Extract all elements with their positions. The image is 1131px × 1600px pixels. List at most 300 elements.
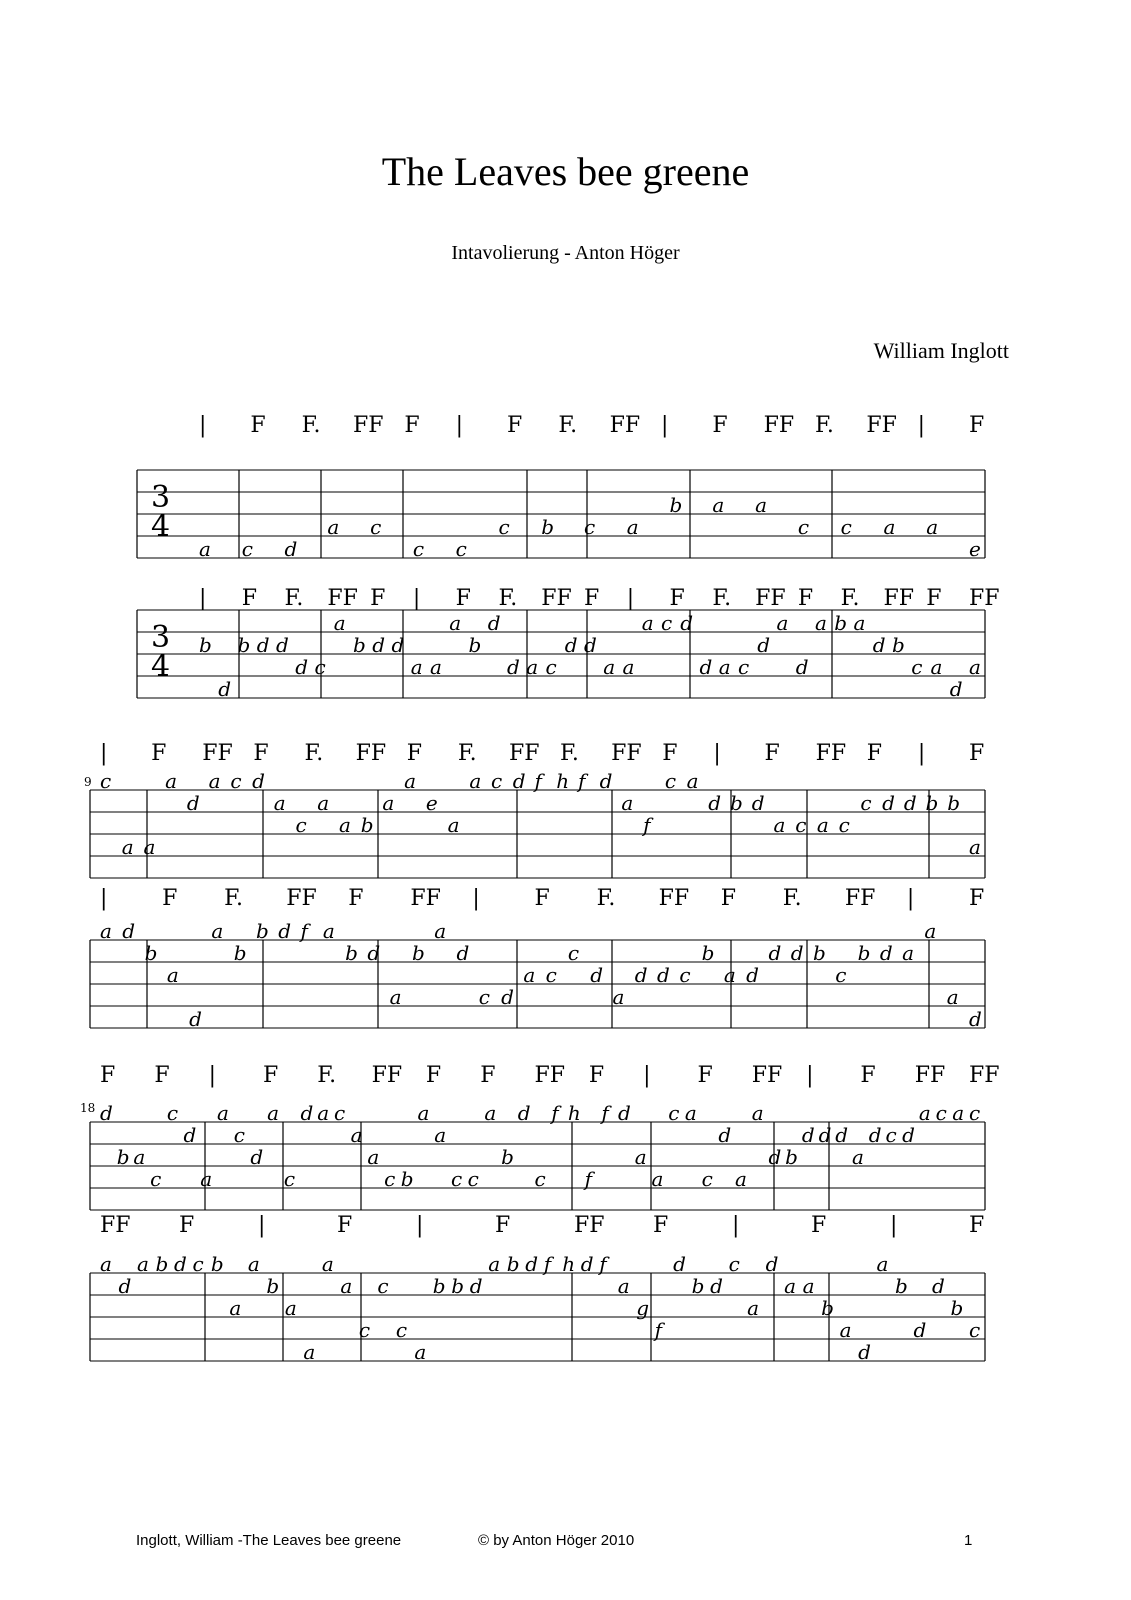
- tab-letter: a: [317, 1101, 330, 1125]
- tab-letter: a: [449, 611, 462, 635]
- tab-letter: d: [868, 1123, 882, 1147]
- rhythm-flag: F: [969, 1213, 985, 1238]
- tab-letter: b: [950, 1296, 964, 1320]
- tab-letter: a: [815, 611, 827, 635]
- tab-letter: c: [467, 1167, 479, 1191]
- tab-letter: d: [818, 1123, 832, 1147]
- rhythm-flag: F.: [596, 886, 616, 911]
- rhythm-flag: F: [797, 586, 814, 611]
- rhythm-flag: F: [250, 413, 266, 438]
- rhythm-flag: F.: [712, 586, 732, 611]
- tab-letter: c: [969, 1318, 981, 1342]
- tab-letter: a: [784, 1274, 797, 1298]
- tab-letter: e: [425, 791, 438, 815]
- tab-letter: a: [434, 919, 447, 943]
- tab-letter: c: [192, 1252, 204, 1276]
- tab-letter: c: [838, 813, 850, 837]
- tab-letter: d: [183, 1123, 197, 1147]
- rhythm-flag: FF: [508, 741, 540, 766]
- tab-letter: b: [834, 611, 848, 635]
- tab-letter: a: [852, 1145, 864, 1169]
- tab-letter: d: [618, 1101, 631, 1125]
- tab-letter: b: [468, 633, 482, 657]
- rhythm-flag: FF: [353, 413, 384, 438]
- tab-letter: a: [211, 919, 224, 943]
- tab-letter: f: [551, 1101, 559, 1125]
- tab-letter: d: [173, 1252, 187, 1276]
- tab-letter: a: [626, 515, 639, 539]
- tab-letter: a: [802, 1274, 815, 1298]
- rhythm-flag: F: [720, 886, 736, 911]
- time-signature-numerator: 3: [151, 480, 171, 515]
- tab-letter: d: [835, 1123, 849, 1147]
- rhythm-flag: |: [626, 586, 635, 611]
- tab-letter: a: [199, 537, 211, 561]
- tab-letter: d: [100, 1101, 113, 1125]
- rhythm-flag: F: [697, 1063, 713, 1088]
- rhythm-flag: |: [732, 1213, 740, 1238]
- tab-letter: d: [584, 633, 597, 657]
- tab-letter: a: [930, 655, 943, 679]
- rhythm-flag: F: [348, 886, 364, 911]
- tab-letter: a: [723, 963, 736, 987]
- tab-letter: c: [679, 963, 691, 987]
- rhythm-flag: FF: [815, 741, 847, 766]
- tab-letter: d: [710, 1274, 723, 1298]
- tab-letter: d: [790, 941, 804, 965]
- tab-letter: d: [949, 677, 963, 701]
- rhythm-flag: F.: [840, 586, 860, 611]
- tab-letter: d: [858, 1340, 871, 1364]
- tab-letter: d: [252, 769, 265, 793]
- tab-letter: d: [757, 633, 771, 657]
- tab-letter: d: [501, 985, 514, 1009]
- tab-letter: c: [377, 1274, 389, 1298]
- tab-letter: c: [835, 963, 847, 987]
- tab-letter: b: [895, 1274, 908, 1298]
- rhythm-flag: F.: [284, 586, 304, 611]
- tab-letter: a: [229, 1296, 242, 1320]
- tab-letter: b: [237, 633, 251, 657]
- rhythm-flag: F: [860, 1063, 876, 1088]
- tab-letter: d: [932, 1274, 945, 1298]
- tab-letter: c: [545, 963, 557, 987]
- tab-letter: b: [233, 941, 247, 965]
- rhythm-flag: FF: [751, 1063, 783, 1088]
- tab-letter: a: [622, 655, 635, 679]
- tab-letter: a: [617, 1274, 630, 1298]
- tab-letter: a: [523, 963, 536, 987]
- rhythm-flag: F.: [224, 886, 243, 911]
- tab-letter: b: [541, 515, 555, 539]
- rhythm-flag: FF: [658, 886, 690, 911]
- rhythm-flag: F: [154, 1063, 170, 1088]
- tab-letter: a: [924, 919, 937, 943]
- tab-letter: f: [300, 919, 308, 943]
- rhythm-flag: |: [906, 886, 915, 911]
- tab-letter: d: [746, 963, 759, 987]
- tab-letter: d: [801, 1123, 815, 1147]
- tab-letter: c: [450, 1167, 463, 1191]
- rhythm-flag: |: [416, 1213, 424, 1238]
- tab-letter: c: [370, 515, 382, 539]
- rhythm-flag: FF: [410, 886, 441, 911]
- rhythm-flag: F.: [782, 886, 802, 911]
- tab-letter: c: [885, 1123, 897, 1147]
- rhythm-flag: FF: [574, 1213, 605, 1238]
- tab-letter: a: [686, 769, 699, 793]
- tab-letter: a: [165, 769, 178, 793]
- tab-letter: d: [913, 1318, 927, 1342]
- tab-letter: d: [118, 1274, 132, 1298]
- tab-letter: d: [751, 791, 765, 815]
- rhythm-flag: FF: [866, 413, 897, 438]
- rhythm-flag: |: [713, 741, 721, 766]
- tab-letter: c: [491, 769, 503, 793]
- tab-letter: d: [718, 1123, 732, 1147]
- tab-letter: d: [391, 633, 405, 657]
- rhythm-flag: F: [404, 413, 420, 438]
- tab-letter: d: [469, 1274, 483, 1298]
- rhythm-flag: FF: [969, 586, 1000, 611]
- tab-letter: d: [189, 1007, 202, 1031]
- tab-letter: b: [691, 1274, 705, 1298]
- tab-letter: a: [816, 813, 829, 837]
- tab-letter: c: [478, 985, 490, 1009]
- tab-letter: a: [926, 515, 939, 539]
- tab-letter: c: [860, 791, 872, 815]
- tab-letter: a: [902, 941, 915, 965]
- tab-letter: a: [484, 1101, 497, 1125]
- rhythm-flag: FF: [355, 741, 387, 766]
- tab-letter: d: [902, 1123, 915, 1147]
- tab-letter: a: [853, 611, 866, 635]
- tab-letter: a: [317, 791, 330, 815]
- tab-letter: d: [680, 611, 694, 635]
- rhythm-flag: |: [199, 586, 207, 611]
- tab-letter: a: [404, 769, 417, 793]
- tab-letter: c: [534, 1167, 546, 1191]
- tab-letter: d: [278, 919, 292, 943]
- tab-letter: d: [218, 677, 232, 701]
- tab-letter: b: [400, 1167, 414, 1191]
- tab-letter: a: [321, 1252, 334, 1276]
- rhythm-flag: FF: [371, 1063, 403, 1088]
- tab-letter: b: [730, 791, 743, 815]
- tab-letter: a: [918, 1101, 931, 1125]
- tab-letter: b: [669, 493, 683, 517]
- time-signature-denominator: 4: [151, 649, 171, 684]
- tab-letter: a: [350, 1123, 363, 1147]
- tab-letter: b: [353, 633, 366, 657]
- tab-letter: a: [612, 985, 625, 1009]
- tab-letter: a: [273, 791, 286, 815]
- tab-letter: a: [430, 655, 442, 679]
- tab-letter: b: [210, 1252, 224, 1276]
- tab-letter: a: [488, 1252, 501, 1276]
- rhythm-flag: F: [495, 1213, 511, 1238]
- rhythm-flag: F: [179, 1213, 195, 1238]
- tab-letter: a: [322, 919, 335, 943]
- rhythm-flag: F: [712, 413, 728, 438]
- tab-letter: d: [122, 919, 136, 943]
- rhythm-flag: F: [253, 741, 269, 766]
- tab-letter: b: [892, 633, 905, 657]
- tab-letter: a: [969, 835, 981, 859]
- tab-letter: d: [673, 1252, 686, 1276]
- rhythm-flag: FF: [534, 1063, 566, 1088]
- rhythm-flag: FF: [611, 741, 642, 766]
- tab-letter: a: [651, 1167, 664, 1191]
- tab-letter: c: [584, 515, 596, 539]
- tab-letter: c: [664, 769, 677, 793]
- tab-letter: c: [333, 1101, 346, 1125]
- rhythm-flag: F.: [558, 413, 578, 438]
- tab-letter: d: [256, 633, 270, 657]
- tab-letter: c: [840, 515, 852, 539]
- rhythm-flag: F: [406, 741, 422, 766]
- rhythm-flag: F: [534, 886, 550, 911]
- tab-letter: a: [603, 655, 616, 679]
- rhythm-flag: |: [890, 1213, 898, 1238]
- tab-letter: c: [701, 1167, 713, 1191]
- tab-letter: d: [564, 633, 578, 657]
- tab-letter: f: [534, 769, 542, 793]
- rhythm-flag: |: [806, 1063, 814, 1088]
- tab-letter: b: [925, 791, 939, 815]
- rhythm-flag: FF: [969, 1063, 1000, 1088]
- tab-letter: a: [417, 1101, 430, 1125]
- tab-letter: b: [947, 791, 961, 815]
- tab-letter: b: [432, 1274, 446, 1298]
- tab-letter: c: [233, 1123, 245, 1147]
- tab-letter: a: [367, 1145, 380, 1169]
- tab-letter: d: [768, 941, 782, 965]
- tab-letter: a: [208, 769, 221, 793]
- tab-letter: a: [621, 791, 634, 815]
- tab-letter: b: [501, 1145, 514, 1169]
- rhythm-flag: F.: [457, 741, 477, 766]
- tab-letter: b: [506, 1252, 520, 1276]
- rhythm-flag: |: [258, 1213, 266, 1238]
- tab-letter: c: [241, 537, 253, 561]
- tab-letter: d: [456, 941, 470, 965]
- tab-letter: e: [969, 537, 981, 561]
- tab-letter: d: [795, 655, 809, 679]
- rhythm-flag: |: [455, 413, 464, 438]
- tab-letter: a: [303, 1340, 316, 1364]
- page-title: The Leaves bee greene: [381, 149, 750, 194]
- tab-letter: a: [267, 1101, 280, 1125]
- tab-letter: a: [969, 655, 981, 679]
- rhythm-flag: FF: [286, 886, 317, 911]
- time-signature-denominator: 4: [151, 509, 171, 544]
- rhythm-flag: F: [662, 741, 678, 766]
- tab-letter: d: [590, 963, 604, 987]
- tab-letter: d: [372, 633, 386, 657]
- tab-letter: b: [155, 1252, 169, 1276]
- tab-letter: c: [668, 1101, 680, 1125]
- tab-letter: a: [755, 493, 768, 517]
- tab-letter: c: [314, 655, 326, 679]
- tab-letter: a: [773, 813, 786, 837]
- rhythm-flag: F: [969, 886, 985, 911]
- rhythm-flag: F: [262, 1063, 279, 1088]
- tab-letter: h: [562, 1252, 576, 1276]
- rhythm-flag: F: [866, 741, 883, 766]
- tab-letter: d: [284, 537, 298, 561]
- tab-letter: a: [100, 1252, 112, 1276]
- tab-letter: d: [882, 791, 895, 815]
- tab-letter: d: [634, 963, 648, 987]
- footer-page-number: 1: [964, 1532, 973, 1549]
- tab-letter: d: [295, 655, 309, 679]
- tab-letter: d: [367, 941, 381, 965]
- tab-letter: a: [776, 611, 789, 635]
- tab-letter: a: [327, 515, 340, 539]
- tab-letter: a: [718, 655, 731, 679]
- tab-letter: b: [785, 1145, 798, 1169]
- tab-letter: c: [795, 813, 807, 837]
- tab-letter: a: [469, 769, 482, 793]
- measure-number: 18: [80, 1101, 96, 1115]
- rhythm-flag: FF: [541, 586, 572, 611]
- tab-letter: b: [821, 1296, 834, 1320]
- rhythm-flag: FF: [327, 586, 358, 611]
- time-signature-numerator: 3: [151, 620, 171, 655]
- tab-letter: a: [434, 1123, 447, 1147]
- tab-letter: a: [338, 813, 351, 837]
- tab-letter: c: [567, 941, 580, 965]
- tab-letter: d: [699, 655, 713, 679]
- rhythm-flag: FF: [883, 586, 914, 611]
- tab-letter: a: [684, 1101, 697, 1125]
- tab-letter: c: [797, 515, 810, 539]
- tab-letter: a: [284, 1296, 297, 1320]
- rhythm-flag: |: [100, 741, 108, 766]
- rhythm-flag: F.: [560, 741, 579, 766]
- rhythm-flag: F: [588, 1063, 605, 1088]
- tab-letter: a: [946, 985, 959, 1009]
- rhythm-flag: F: [507, 413, 523, 438]
- tab-letter: b: [199, 633, 212, 657]
- tab-letter: c: [911, 655, 923, 679]
- rhythm-flag: FF: [100, 1213, 131, 1238]
- footer-left: Inglott, William -The Leaves bee greene: [136, 1532, 402, 1549]
- rhythm-flag: |: [917, 741, 926, 766]
- rhythm-flag: F: [337, 1213, 353, 1238]
- rhythm-flag: F.: [301, 413, 321, 438]
- tab-letter: d: [517, 1101, 531, 1125]
- rhythm-flag: F: [455, 586, 471, 611]
- rhythm-flag: F: [669, 586, 685, 611]
- rhythm-flag: F: [653, 1213, 669, 1238]
- tab-letter: a: [133, 1145, 146, 1169]
- tab-letter: a: [883, 515, 896, 539]
- tab-letter: h: [567, 1101, 581, 1125]
- measure-number: 9: [84, 775, 92, 789]
- rhythm-flag: |: [643, 1063, 651, 1088]
- tab-letter: a: [143, 835, 156, 859]
- rhythm-flag: F: [162, 886, 178, 911]
- rhythm-flag: F.: [498, 586, 518, 611]
- rhythm-flag: F: [926, 586, 942, 611]
- tab-letter: h: [556, 769, 570, 793]
- tab-letter: b: [701, 941, 715, 965]
- tab-letter: c: [283, 1167, 296, 1191]
- tab-letter: c: [969, 1101, 981, 1125]
- rhythm-flag: F: [480, 1063, 496, 1088]
- tab-letter: a: [333, 611, 346, 635]
- tab-letter: d: [525, 1252, 539, 1276]
- tab-letter: b: [360, 813, 374, 837]
- tab-letter: c: [358, 1318, 371, 1342]
- tab-letter: f: [543, 1252, 552, 1276]
- rhythm-flag: F: [811, 1213, 827, 1238]
- tab-letter: d: [765, 1252, 779, 1276]
- tab-letter: a: [247, 1252, 260, 1276]
- rhythm-flag: F: [241, 586, 258, 611]
- rhythm-flag: F: [425, 1063, 442, 1088]
- rhythm-flag: |: [917, 413, 926, 438]
- tab-letter: f: [601, 1101, 609, 1125]
- footer-copyright: © by Anton Höger 2010: [478, 1532, 635, 1549]
- tab-letter: d: [487, 611, 501, 635]
- tab-letter: g: [636, 1296, 650, 1320]
- tab-letter: f: [654, 1318, 663, 1342]
- tab-letter: a: [447, 813, 460, 837]
- rhythm-flag: |: [208, 1063, 217, 1088]
- tab-letter: f: [584, 1167, 593, 1191]
- rhythm-flag: |: [199, 413, 207, 438]
- tab-letter: a: [136, 1252, 149, 1276]
- tab-letter: c: [166, 1101, 179, 1125]
- tab-letter: c: [661, 611, 673, 635]
- tab-letter: c: [455, 537, 467, 561]
- rhythm-flag: F: [100, 1063, 116, 1088]
- rhythm-flag: F: [969, 413, 985, 438]
- tab-letter: c: [498, 515, 510, 539]
- rhythm-flag: FF: [914, 1063, 946, 1088]
- tab-letter: a: [839, 1318, 852, 1342]
- tab-letter: a: [641, 611, 654, 635]
- tab-letter: a: [414, 1340, 427, 1364]
- tab-letter: b: [345, 941, 358, 965]
- rhythm-flag: |: [100, 886, 108, 911]
- rhythm-flag: |: [472, 886, 480, 911]
- tab-letter: b: [116, 1145, 130, 1169]
- tab-letter: b: [411, 941, 425, 965]
- tab-letter: c: [412, 537, 425, 561]
- tab-letter: c: [150, 1167, 162, 1191]
- tab-letter: d: [969, 1007, 982, 1031]
- tab-letter: f: [577, 769, 586, 793]
- tab-letter: d: [657, 963, 670, 987]
- tab-letter: c: [295, 813, 307, 837]
- tab-letter: c: [545, 655, 557, 679]
- tab-letter: c: [738, 655, 750, 679]
- tab-letter: a: [952, 1101, 965, 1125]
- tab-letter: a: [634, 1145, 647, 1169]
- rhythm-flag: FF: [844, 886, 876, 911]
- rhythm-flag: |: [661, 413, 669, 438]
- tab-letter: a: [751, 1101, 764, 1125]
- tab-letter: a: [735, 1167, 747, 1191]
- rhythm-flag: F: [969, 741, 985, 766]
- tab-letter: a: [121, 835, 134, 859]
- tab-letter: a: [747, 1296, 760, 1320]
- rhythm-flag: F.: [317, 1063, 337, 1088]
